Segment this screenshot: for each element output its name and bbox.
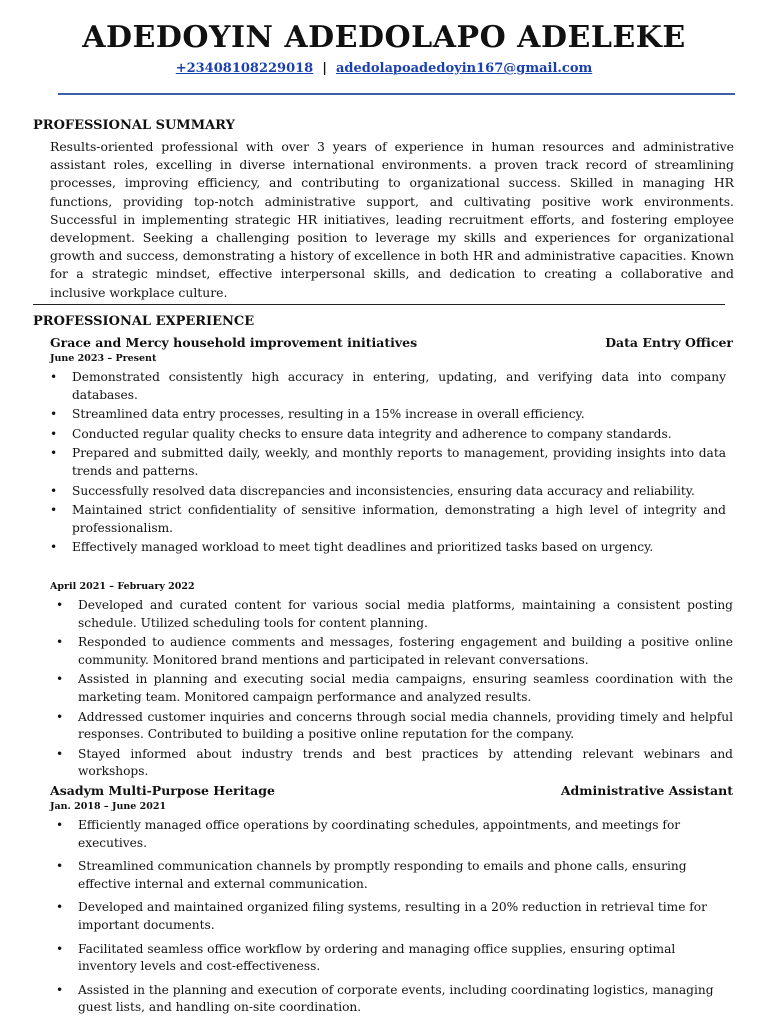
job-bullet-list bbox=[56, 817, 716, 1023]
section-divider bbox=[33, 304, 725, 305]
job-header bbox=[50, 335, 733, 353]
list-item bbox=[56, 941, 716, 976]
list-item bbox=[56, 634, 733, 669]
job-bullet-list bbox=[50, 369, 726, 559]
bullet-icon: • bbox=[56, 818, 64, 832]
bullet-icon: • bbox=[50, 540, 58, 555]
bullet-icon: • bbox=[56, 941, 64, 956]
experience-heading: PROFESSIONAL EXPERIENCE bbox=[33, 314, 255, 329]
bullet-text: Demonstrated consistently high accuracy in entering, updating, and verifying data into company databases. bbox=[72, 370, 726, 402]
job-company: Grace and Mercy household improvement initiatives bbox=[50, 335, 418, 350]
list-item bbox=[56, 899, 716, 934]
bullet-text: Developed and maintained organized filing systems, resulting in a 20% reduction in retrieval time for important documents. bbox=[78, 900, 707, 932]
list-item bbox=[50, 502, 726, 537]
list-item bbox=[50, 445, 726, 480]
bullet-text: Facilitated seamless office workflow by ordering and managing office supplies, ensuring optimal inventory levels and cost-effectiveness. bbox=[78, 941, 676, 974]
bullet-text: Stayed informed about industry trends and best practices by attending relevant webinars and workshops. bbox=[78, 746, 733, 779]
job-title: Data Entry Officer bbox=[605, 335, 733, 350]
bullet-text: Responded to audience comments and messages, fostering engagement and building a positive online community. Monitored brand mentions and participated in relevant conversations. bbox=[78, 635, 733, 667]
list-item bbox=[56, 597, 733, 632]
candidate-name: ADEDOYIN ADEDOLAPO ADELEKE bbox=[82, 20, 686, 55]
bullet-icon: • bbox=[56, 598, 64, 612]
bullet-text: Efficiently managed office operations by coordinating schedules, appointments, and meetings for executives. bbox=[78, 818, 681, 850]
bullet-icon: • bbox=[56, 709, 64, 724]
contact-separator: | bbox=[322, 61, 327, 76]
bullet-icon: • bbox=[56, 900, 64, 915]
bullet-icon: • bbox=[50, 503, 58, 518]
header-divider bbox=[58, 93, 735, 95]
job-dates: Jan. 2018 – June 2021 bbox=[50, 801, 167, 812]
bullet-text: Addressed customer inquiries and concerns through social media channels, providing timely and helpful responses. Contributed to building a positive online reputation for the company. bbox=[78, 709, 733, 742]
list-item bbox=[56, 746, 733, 781]
bullet-text: Streamlined data entry processes, resulting in a 15% increase in overall efficiency. bbox=[72, 407, 585, 422]
bullet-text: Effectively managed workload to meet tight deadlines and prioritized tasks based on urgency. bbox=[72, 540, 654, 555]
job-dates: June 2023 – Present bbox=[50, 353, 157, 364]
summary-text: Results-oriented professional with over 3 years of experience in human resources and administrative assistant roles, excelling in diverse international environments. a proven track record of streamlining processes, improving efficiency, and contributing to organizational success. Skilled in managing HR functions, providing top-notch administrative support, and cultivating positive work environments. Successful in implementing strategic HR initiatives, leading recruitment efforts, and fostering employee development. Seeking a challenging position to leverage my skills and experiences for organizational growth and success, demonstrating a history of excellence in both HR and administrative capacities. Known for a strategic mindset, effective interpersonal skills, and dedication to creating a collaborative and inclusive workplace culture. bbox=[50, 139, 734, 300]
bullet-icon: • bbox=[50, 426, 58, 441]
email-link[interactable]: adedolapoadedoyin167@gmail.com bbox=[335, 61, 593, 76]
list-item bbox=[50, 539, 726, 557]
list-item bbox=[50, 483, 726, 501]
bullet-icon: • bbox=[50, 446, 58, 461]
bullet-text: Developed and curated content for various social media platforms, maintaining a consistent posting schedule. Utilized scheduling tools for content planning. bbox=[78, 598, 733, 630]
bullet-icon: • bbox=[56, 982, 64, 997]
list-item bbox=[50, 426, 726, 444]
job-company: Asadym Multi-Purpose Heritage bbox=[50, 783, 275, 798]
job-bullet-list bbox=[56, 597, 733, 783]
list-item bbox=[56, 709, 733, 744]
contact-line bbox=[0, 61, 768, 76]
phone-link[interactable]: +23408108229018 bbox=[175, 61, 314, 76]
job-dates: April 2021 – February 2022 bbox=[50, 581, 195, 592]
bullet-icon: • bbox=[56, 859, 64, 874]
bullet-text: Conducted regular quality checks to ensure data integrity and adherence to company standards. bbox=[72, 426, 672, 441]
bullet-icon: • bbox=[56, 746, 64, 761]
summary-heading: PROFESSIONAL SUMMARY bbox=[33, 118, 235, 133]
list-item bbox=[56, 982, 716, 1017]
list-item bbox=[56, 858, 716, 893]
bullet-text: Assisted in planning and executing social media campaigns, ensuring seamless coordination with the marketing team. Monitored campaign performance and analyzed results. bbox=[78, 672, 733, 704]
bullet-icon: • bbox=[50, 407, 58, 422]
bullet-text: Maintained strict confidentiality of sensitive information, demonstrating a high level of integrity and professionalism. bbox=[72, 503, 726, 535]
bullet-text: Successfully resolved data discrepancies and inconsistencies, ensuring data accuracy and reliability. bbox=[72, 483, 695, 498]
list-item bbox=[50, 369, 726, 404]
list-item bbox=[56, 671, 733, 706]
bullet-icon: • bbox=[56, 672, 64, 687]
job-header bbox=[50, 783, 733, 801]
list-item bbox=[56, 817, 716, 852]
list-item bbox=[50, 406, 726, 424]
bullet-text: Streamlined communication channels by promptly responding to emails and phone calls, ensuring effective internal and external communication. bbox=[78, 859, 687, 891]
bullet-text: Prepared and submitted daily, weekly, and monthly reports to management, providing insights into data trends and patterns. bbox=[72, 446, 726, 478]
bullet-icon: • bbox=[50, 483, 58, 498]
bullet-text: Assisted in the planning and execution of corporate events, including coordinating logistics, managing guest lists, and handling on-site coordination. bbox=[78, 982, 714, 1015]
bullet-icon: • bbox=[56, 635, 64, 650]
bullet-icon: • bbox=[50, 370, 58, 384]
job-title: Administrative Assistant bbox=[560, 783, 733, 798]
